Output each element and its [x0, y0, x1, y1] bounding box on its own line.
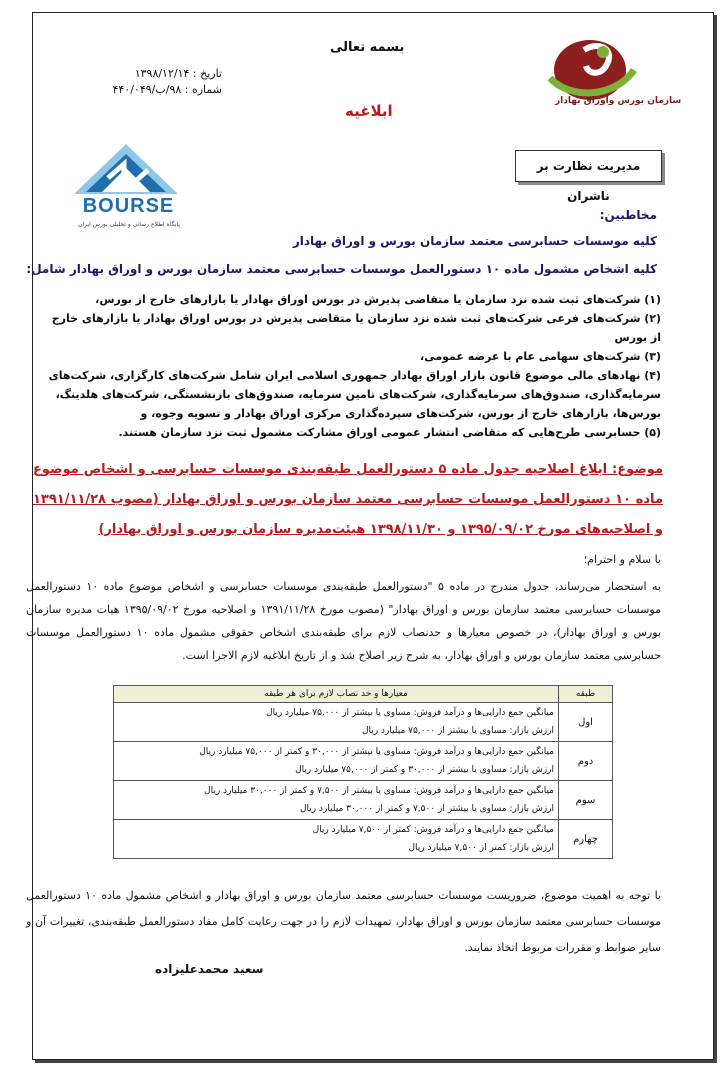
subject-line: موضوع: ابلاغ اصلاحیه جدول ماده ۵ دستورالعمل طبقه‌بندی موسسات حسابرسی و اشخاص موضوع ماده ۱۰ دستورالعمل موسسات حسابرسی معتمد سازمان بورس و اوراق بهادار (مصوب ۱۳۹۱/۱۱/۲۸ و اصلاحیه‌های مورخ ۱۳۹۵/۰۹/۰۲ و ۱۳۹۸/۱۱/۳۰ هیئت‌مدیره سازمان بورس و اوراق بهادار) [33, 462, 664, 537]
criteria-line: میانگین جمع دارایی‌ها و درآمد فروش: مساوی یا بیشتر از ۷۵,۰۰۰ میلیارد ریال [266, 708, 554, 718]
addressees-label: مخاطبین: [599, 208, 657, 222]
number-line [92, 82, 222, 98]
criteria-line: ارزش بازار: کمتر از ۷,۵۰۰ میلیارد ریال [408, 843, 554, 853]
bismillah-heading: بسمه تعالی [330, 40, 405, 55]
closing-paragraph: با توجه به اهمیت موضوع، ضروریست موسسات حسابرسی معتمد سازمان بورس و اوراق بهادار و اشخاص مشمول ماده ۱۰ دستورالعمل موسسات حسابرسی معتمد سازمان بورس و اوراق بهادار، تمهیدات لازم را در جهت رعایت کامل مفاد دستورالعمل طبقه‌بندی، تغییرات آن و سایر ضوابط و مقررات مربوط اتخاذ نمایند. [26, 889, 661, 954]
letter-meta [92, 66, 222, 98]
number-label: شماره : [184, 83, 222, 96]
list-item: (۳) شرکت‌های سهامی عام با عرضه عمومی، [420, 350, 661, 363]
criteria-line: میانگین جمع دارایی‌ها و درآمد فروش: مساوی یا بیشتر از ۳۰,۰۰۰ و کمتر از ۷۵,۰۰۰ میلیارد ریال [199, 747, 554, 757]
greeting: با سلام و احترام؛ [583, 553, 661, 566]
signer-name: سعید محمدعلیزاده [155, 962, 264, 976]
table-row [114, 781, 613, 820]
level-cell: اول [559, 703, 613, 742]
criteria-line: میانگین جمع دارایی‌ها و درآمد فروش: کمتر از ۷,۵۰۰ میلیارد ریال [312, 825, 554, 835]
addressee-line-1: کلیه موسسات حسابرسی معتمد سازمان بورس و اوراق بهادار [292, 234, 657, 248]
table-header-row [114, 686, 613, 703]
table-row [114, 820, 613, 859]
sec-org-name: سازمان بورس واوراق بهادار [555, 96, 682, 106]
criteria-cell [114, 820, 559, 859]
addressee-list [41, 290, 661, 442]
list-item: (۱) شرکت‌های ثبت شده نزد سازمان یا متقاضی پذیرش در بورس اوراق بهادار یا بازارهای خارج از بورس، [95, 293, 661, 306]
criteria-cell [114, 703, 559, 742]
department-box: مدیریت نظارت بر ناشران [515, 150, 662, 182]
header-level: طبقه [559, 686, 613, 703]
date-line [92, 66, 222, 82]
list-item: (۵) حسابرسی طرح‌هایی که متقاضی انتشار عمومی اوراق مشارکت مشمول ثبت نزد سازمان هستند. [118, 426, 661, 439]
criteria-line: ارزش بازار: مساوی یا بیشتر از ۷۵,۰۰۰ میلیارد ریال [361, 726, 554, 736]
header-criteria: معیارها و حد نصاب لازم برای هر طبقه [114, 686, 559, 703]
list-item: (۴) نهادهای مالی موضوع قانون بازار اوراق بهادار جمهوری اسلامی ایران شامل شرکت‌های کارگزاری، شرکت‌های سرمایه‌گذاری، صندوق‌های سرمایه‌گذاری، شرکت‌های تامین سرمایه، صندوق‌های بازنشستگی، شرکت‌های هلدینگ، بورس‌ها، بازارهای خارج از بورس، شرکت‌های سپرده‌گذاری مرکزی اوراق بهادار و تسویه وجوه، و [48, 369, 661, 420]
body-paragraph: به استحضار می‌رساند، جدول مندرج در ماده ۵ "دستورالعمل طبقه‌بندی موسسات حسابرسی و اشخاص موضوع ماده ۱۰ دستورالعمل موسسات حسابرسی معتمد سازمان بورس و اوراق بهادار" (مصوب مورخ ۱۳۹۱/۱۱/۲۸ و اصلاحیه مورخ ۱۳۹۵/۰۹/۰۲ هیات مدیره سازمان بورس و اوراق بهادار)، در خصوص معیارها و حدنصاب لازم برای طبقه‌بندی اشخاص حقوقی مشمول ماده ۱۰ دستورالعمل موسسات حسابرسی معتمد سازمان بورس و اوراق بهادار، به شرح زیر اصلاح شد و از تاریخ ابلاغیه لازم الاجرا است. [26, 580, 661, 662]
page-title: ابلاغیه [345, 102, 393, 120]
number-value: ۹۸/ب/۴۴۰/۰۴۹ [112, 83, 182, 96]
criteria-line: ارزش بازار: مساوی یا بیشتر از ۳۰,۰۰۰ و کمتر از ۷۵,۰۰۰ میلیارد ریال [295, 765, 554, 775]
level-cell: دوم [559, 742, 613, 781]
criteria-line: ارزش بازار: مساوی یا بیشتر از ۷,۵۰۰ و کمتر از ۳۰,۰۰۰ میلیارد ریال [299, 804, 554, 814]
criteria-cell [114, 742, 559, 781]
bourse-logo-text: BOURSE [82, 195, 175, 217]
criteria-line: میانگین جمع دارایی‌ها و درآمد فروش: مساوی یا بیشتر از ۷,۵۰۰ و کمتر از ۳۰,۰۰۰ میلیارد ریال [204, 786, 554, 796]
bourse-logo-subtitle: پایگاه اطلاع رسانی و تحلیلی بورس ایران [78, 221, 180, 228]
addressee-line-2: کلیه اشخاص مشمول ماده ۱۰ دستورالعمل موسسات حسابرسی معتمد سازمان بورس و اوراق بهادار شامل: [26, 262, 657, 276]
table-row [114, 703, 613, 742]
table-row [114, 742, 613, 781]
level-cell: سوم [559, 781, 613, 820]
list-item: (۲) شرکت‌های فرعی شرکت‌های ثبت شده نزد سازمان یا متقاضی پذیرش در بورس اوراق بهادار یا بازارهای خارج از بورس [51, 312, 661, 344]
date-value: ۱۳۹۸/۱۲/۱۴ [134, 67, 190, 80]
date-label: تاریخ : [192, 67, 222, 80]
criteria-table [113, 685, 613, 859]
level-cell: چهارم [559, 820, 613, 859]
criteria-cell [114, 781, 559, 820]
